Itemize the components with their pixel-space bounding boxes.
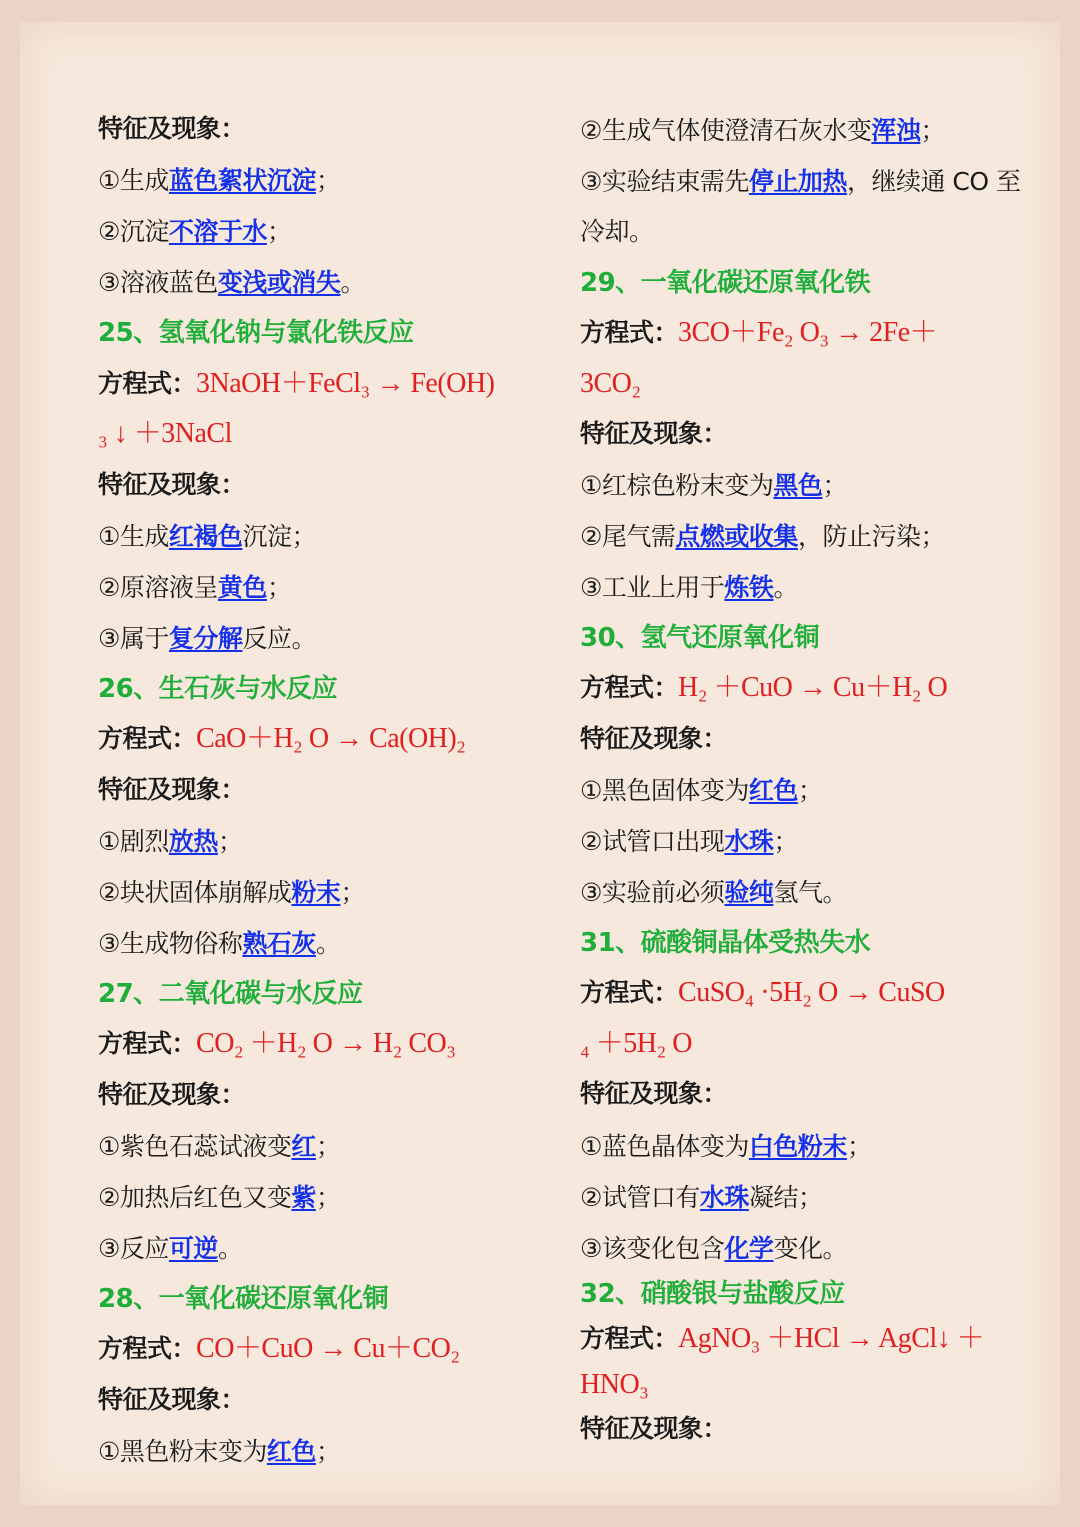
item-text: ，继续通 CO 至 [846, 167, 1021, 196]
section-heading: 特征及现象： [98, 114, 246, 143]
equation-text: CuSO₄ ·5H₂ O → CuSO [678, 977, 945, 1008]
equation-text: AgNO₃ ＋HCl → AgCl↓ ＋ [678, 1323, 985, 1354]
keyword: 点燃或收集 [675, 522, 798, 551]
reaction-title: 29、一氧化碳还原氧化铁 [580, 268, 871, 298]
keyword: 粉末 [291, 878, 341, 907]
item-text: ②原溶液呈 [98, 573, 218, 602]
keyword: 炼铁 [724, 573, 774, 602]
keyword: 黑色 [773, 471, 823, 500]
item-text: ； [315, 1183, 341, 1212]
equation-line [580, 976, 945, 1010]
keyword: 水珠 [699, 1183, 749, 1212]
notes-page [20, 22, 1060, 1505]
item-text: ③反应 [98, 1234, 169, 1263]
keyword: 不溶于水 [168, 217, 267, 246]
phenomenon-item [98, 1130, 340, 1164]
keyword: 蓝色絮状沉淀 [168, 166, 316, 195]
phenomenon-item [98, 215, 291, 249]
item-text: 沉淀； [242, 522, 316, 551]
keyword: 停止加热 [748, 167, 847, 196]
item-text: ①生成 [98, 166, 169, 195]
phenomenon-item [580, 469, 847, 503]
equation-line [98, 367, 494, 401]
keyword: 红色 [748, 776, 798, 805]
equation-line [98, 417, 232, 451]
item-text: ③生成物俗称 [98, 929, 243, 958]
equation-text: 3CO₂ [580, 368, 641, 399]
keyword: 红色 [266, 1437, 316, 1466]
equation-line [98, 722, 466, 756]
item-text: ②尾气需 [580, 522, 676, 551]
item-text: ； [822, 471, 847, 500]
item-text: ②试管口有 [580, 1183, 700, 1212]
reaction-title: 32、硝酸银与盐酸反应 [580, 1279, 845, 1309]
item-text: ①蓝色晶体变为 [580, 1132, 749, 1161]
item-text: 冷却。 [580, 217, 654, 246]
equation-label: 方程式： [98, 369, 197, 398]
item-text: ； [266, 573, 292, 602]
equation-text: ₃ ↓ ＋3NaCl [98, 418, 232, 449]
keyword: 黄色 [217, 573, 267, 602]
item-text: ； [315, 166, 341, 195]
phenomenon-item [580, 1232, 847, 1266]
item-text: ③该变化包含 [580, 1234, 725, 1263]
phenomenon-item [580, 876, 847, 910]
equation-label: 方程式： [98, 724, 197, 753]
keyword: 可逆 [168, 1234, 218, 1263]
item-text: 氢气。 [773, 878, 847, 907]
keyword: 红 [291, 1132, 316, 1161]
item-text: ②加热后红色又变 [98, 1183, 292, 1212]
equation-line [580, 1368, 648, 1402]
equation-text: 3CO＋Fe₂ O₃ → 2Fe＋ [678, 317, 938, 348]
phenomenon-item [98, 520, 316, 554]
item-text: ②试管口出现 [580, 827, 725, 856]
keyword: 紫 [291, 1183, 316, 1212]
item-text: ②块状固体崩解成 [98, 878, 292, 907]
item-text: 变化。 [773, 1234, 847, 1263]
item-text: ③工业上用于 [580, 573, 725, 602]
phenomenon-item [98, 876, 365, 910]
item-text: ①剧烈 [98, 827, 169, 856]
item-text: ； [315, 1132, 341, 1161]
section-heading: 特征及现象： [580, 419, 728, 448]
item-text: ③实验前必须 [580, 878, 725, 907]
item-text: ； [217, 827, 243, 856]
section-heading: 特征及现象： [98, 1080, 246, 1109]
equation-label: 方程式： [98, 1029, 197, 1058]
equation-line [98, 1027, 456, 1061]
item-text: ，防止污染； [797, 522, 945, 551]
equation-line [98, 1332, 460, 1366]
section-heading: 特征及现象： [580, 1079, 728, 1108]
phenomenon-item [580, 1130, 871, 1164]
keyword: 变浅或消失 [217, 268, 341, 297]
reaction-title: 26、生石灰与水反应 [98, 674, 338, 704]
keyword: 放热 [168, 827, 218, 856]
section-heading: 特征及现象： [98, 1385, 246, 1414]
reaction-title: 27、二氧化碳与水反应 [98, 979, 363, 1009]
item-text: ②沉淀 [98, 217, 169, 246]
equation-label: 方程式： [580, 978, 679, 1007]
item-text: ②生成气体使澄清石灰水变 [580, 116, 872, 145]
phenomenon-item [98, 927, 340, 961]
section-heading: 特征及现象： [580, 1414, 728, 1443]
item-text: ①黑色粉末变为 [98, 1437, 267, 1466]
phenomenon-item [580, 165, 1020, 199]
equation-line [580, 1027, 692, 1061]
item-text: ①黑色固体变为 [580, 776, 749, 805]
keyword: 复分解 [168, 624, 243, 653]
section-heading: 特征及现象： [98, 775, 246, 804]
equation-label: 方程式： [580, 673, 679, 702]
item-text: 。 [217, 1234, 243, 1263]
phenomenon-item [98, 1232, 242, 1266]
item-text: ①红棕色粉末变为 [580, 471, 774, 500]
keyword: 白色粉末 [748, 1132, 847, 1161]
keyword: 验纯 [724, 878, 774, 907]
equation-text: 3NaOH＋FeCl₃ → Fe(OH) [196, 368, 495, 399]
keyword: 化学 [724, 1234, 774, 1263]
equation-text: CO＋CuO → Cu＋CO₂ [196, 1333, 460, 1364]
equation-text: CaO＋H₂ O → Ca(OH)₂ [196, 723, 466, 754]
phenomenon-item [580, 215, 654, 249]
equation-text: HNO₃ [580, 1369, 649, 1400]
item-text: ； [773, 827, 798, 856]
item-text: 。 [773, 573, 798, 602]
equation-label: 方程式： [580, 1324, 679, 1353]
equation-text: CO₂ ＋H₂ O → H₂ CO₃ [196, 1028, 456, 1059]
equation-line [580, 1322, 984, 1356]
equation-label: 方程式： [98, 1334, 197, 1363]
equation-line [580, 316, 937, 350]
equation-text: H₂ ＋CuO → Cu＋H₂ O [678, 672, 948, 703]
phenomenon-item [98, 571, 291, 605]
reaction-title: 30、氢气还原氧化铜 [580, 623, 820, 653]
item-text: ； [340, 878, 365, 907]
item-text: ①紫色石蕊试液变 [98, 1132, 292, 1161]
reaction-title: 31、硫酸铜晶体受热失水 [580, 928, 871, 958]
phenomenon-item [580, 774, 822, 808]
phenomenon-item [580, 825, 798, 859]
item-text: 反应。 [242, 624, 316, 653]
item-text: ； [266, 217, 292, 246]
item-text: ； [315, 1437, 341, 1466]
phenomenon-item [580, 114, 945, 148]
section-heading: 特征及现象： [580, 724, 728, 753]
item-text: ； [846, 1132, 872, 1161]
phenomenon-item [98, 1181, 340, 1215]
phenomenon-item [580, 1181, 822, 1215]
keyword: 水珠 [724, 827, 774, 856]
item-text: ①生成 [98, 522, 169, 551]
equation-line [580, 671, 947, 705]
keyword: 红褐色 [168, 522, 243, 551]
phenomenon-item [580, 520, 945, 554]
phenomenon-item [580, 571, 798, 605]
keyword: 浑浊 [871, 116, 921, 145]
keyword: 熟石灰 [242, 929, 316, 958]
item-text: ； [920, 116, 945, 145]
phenomenon-item [98, 1435, 340, 1469]
item-text: ③溶液蓝色 [98, 268, 218, 297]
reaction-title: 28、一氧化碳还原氧化铜 [98, 1284, 389, 1314]
item-text: ； [797, 776, 823, 805]
equation-label: 方程式： [580, 318, 679, 347]
item-text: 。 [315, 929, 341, 958]
phenomenon-item [98, 622, 316, 656]
equation-line [580, 367, 641, 401]
phenomenon-item [98, 266, 365, 300]
item-text: ③实验结束需先 [580, 167, 749, 196]
phenomenon-item [98, 164, 340, 198]
item-text: 凝结； [748, 1183, 823, 1212]
item-text: ③属于 [98, 624, 169, 653]
reaction-title: 25、氢氧化钠与氯化铁反应 [98, 318, 414, 348]
phenomenon-item [98, 825, 242, 859]
section-heading: 特征及现象： [98, 470, 246, 499]
item-text: 。 [340, 268, 365, 297]
equation-text: ₄ ＋5H₂ O [580, 1028, 692, 1059]
